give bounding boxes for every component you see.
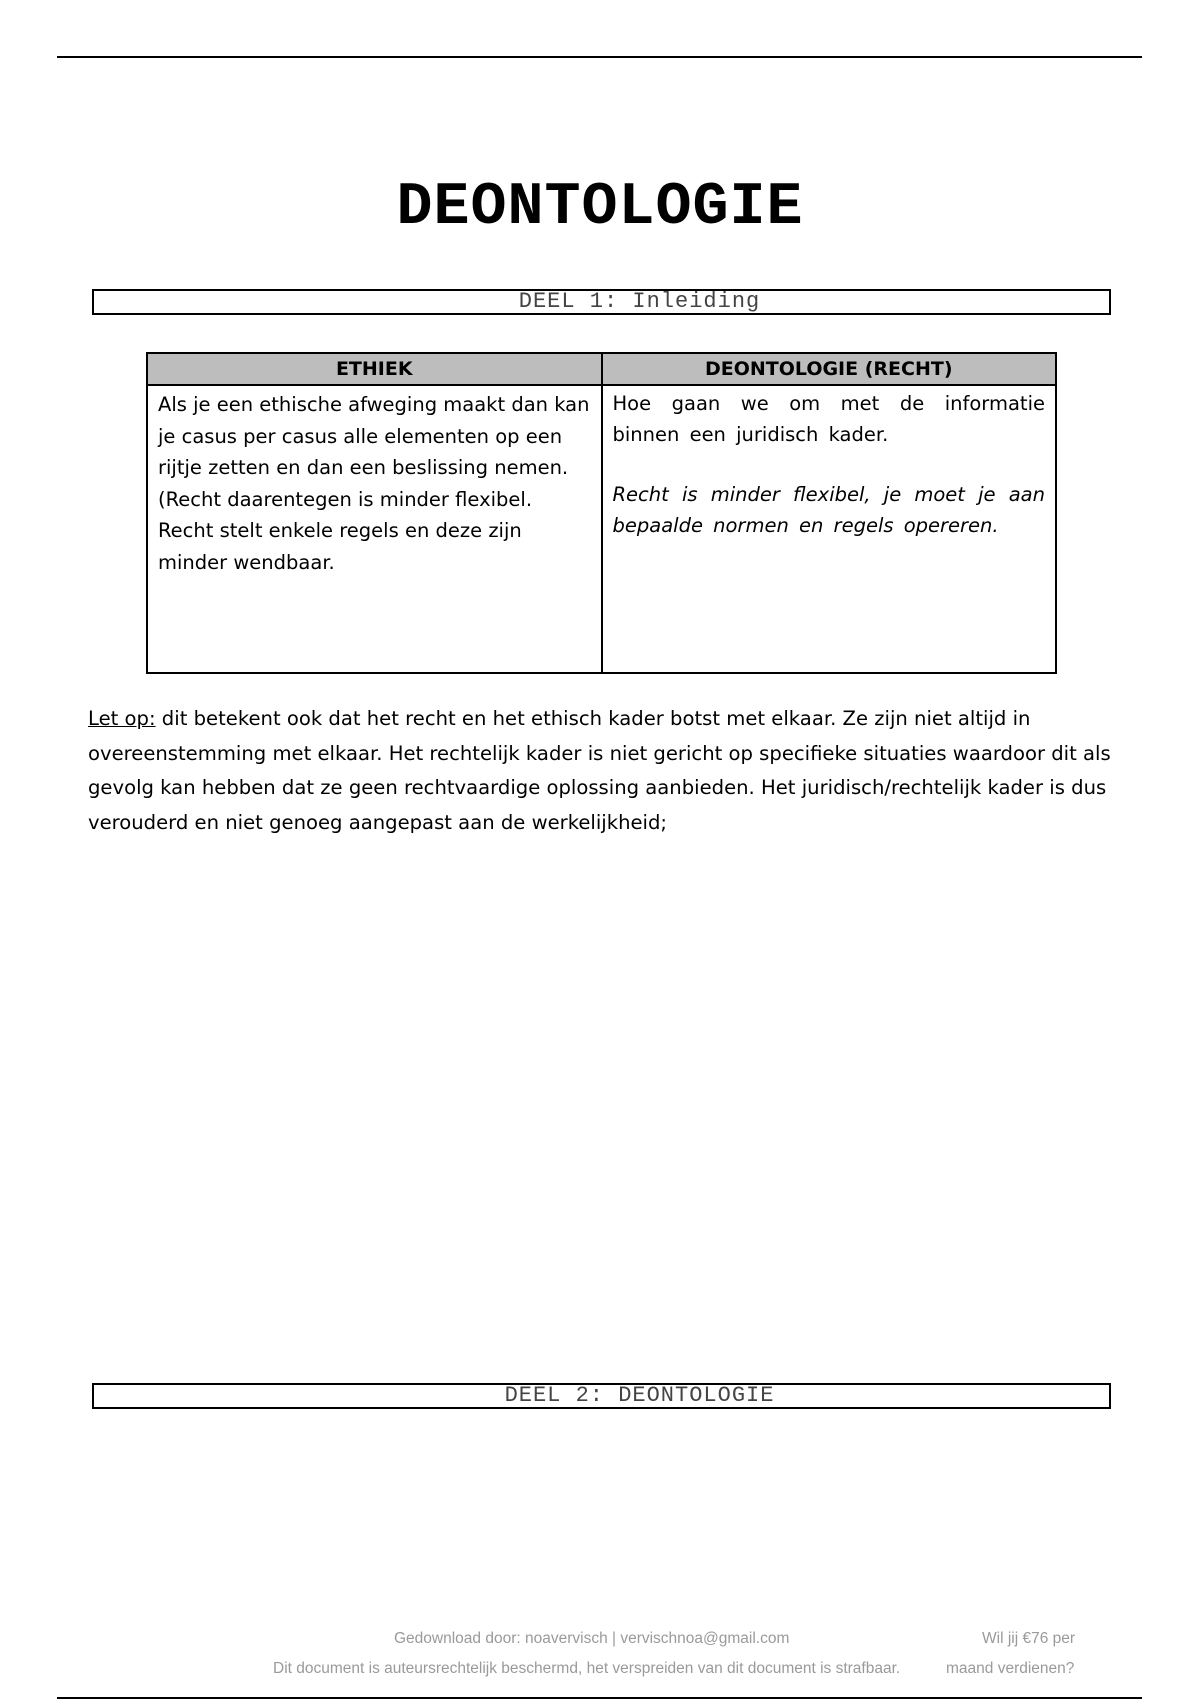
footer-promo-line-2[interactable]: maand verdienen?	[946, 1660, 1075, 1677]
table-cell-deontologie	[602, 385, 1057, 673]
table-header-deontologie: DEONTOLOGIE (RECHT)	[602, 353, 1057, 385]
deontologie-text: Hoe gaan we om met de informatie binnen een juridisch kader.	[612, 392, 1045, 446]
footer-copyright: Dit document is auteursrechtelijk beschermd, het verspreiden van dit document is strafbaar.	[273, 1660, 901, 1677]
section-header-2	[92, 1383, 1111, 1409]
table-header-ethiek: ETHIEK	[147, 353, 602, 385]
section-header-1	[92, 289, 1111, 315]
section-header-2-label: DEEL 2: DEONTOLOGIE	[504, 1383, 775, 1408]
deontologie-italic-text: Recht is minder flexibel, je moet je aan bepaalde normen en regels opereren.	[612, 483, 1045, 537]
note-label: Let op:	[88, 707, 156, 730]
footer-download-info: Gedownload door: noavervisch | vervischnoa@gmail.com	[394, 1630, 790, 1647]
comparison-table	[146, 352, 1057, 674]
bottom-rule	[57, 1697, 1142, 1699]
top-rule	[57, 56, 1142, 58]
ethiek-text: Als je een ethische afweging maakt dan kan je casus per casus alle elementen op een rijtje zetten en dan een beslissing nemen. (Recht daarentegen is minder flexibel. Recht stelt enkele regels en deze zijn minder wendbaar.	[158, 393, 590, 574]
section-header-1-label: DEEL 1: Inleiding	[518, 289, 761, 314]
note-paragraph	[88, 702, 1128, 840]
note-text: dit betekent ook dat het recht en het ethisch kader botst met elkaar. Ze zijn niet altijd in overeenstemming met elkaar. Het rechtelijk kader is niet gericht op specifieke situaties waardoor dit als gevolg kan hebben dat ze geen rechtvaardige oplossing aanbieden. Het juridisch/rechtelijk kader is dus verouderd en niet genoeg aangepast aan de werkelijkheid;	[88, 707, 1111, 834]
page-title: DEONTOLOGIE	[396, 174, 804, 242]
table-cell-ethiek	[147, 385, 602, 673]
footer-promo-line-1[interactable]: Wil jij €76 per	[982, 1630, 1076, 1647]
